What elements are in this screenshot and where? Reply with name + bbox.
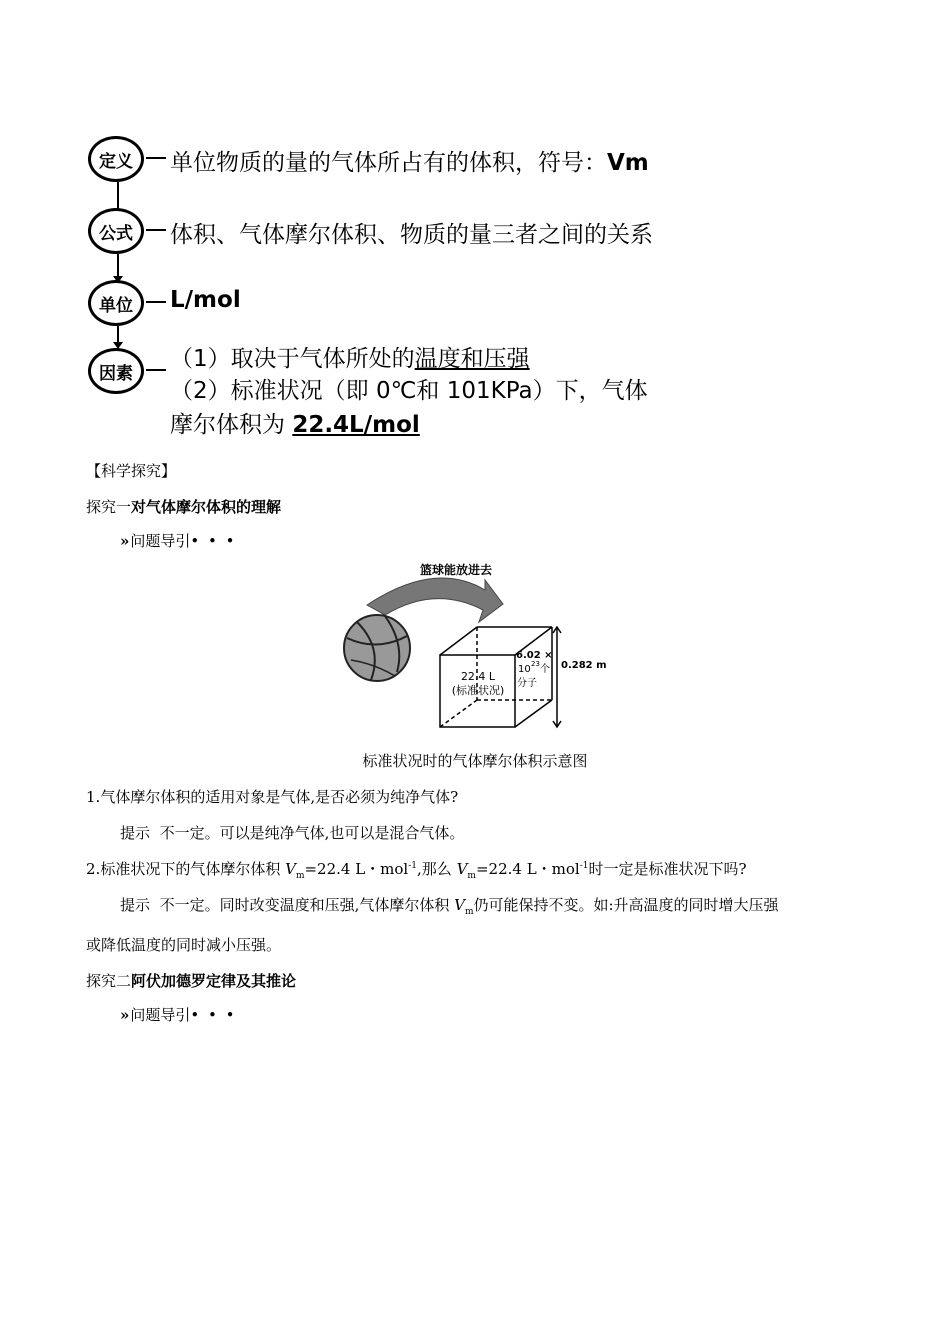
node-factors: 因素 xyxy=(88,348,144,394)
answer-1: 提示 不一定。可以是纯净气体,也可以是混合气体。 xyxy=(120,824,465,842)
symbol-vm: Vm xyxy=(607,150,649,176)
figure-arrow-label: 篮球能放进去 xyxy=(420,563,493,577)
molecules-label-1: 6.02 × xyxy=(516,650,553,661)
definition-text: 单位物质的量的气体所占有的体积，符号：Vm xyxy=(170,150,649,176)
factor-line-2: （2）标准状况（即 0℃和 101KPa）下，气体 xyxy=(170,378,648,404)
factor-line-3: 摩尔体积为 22.4L/mol xyxy=(170,412,420,438)
node-definition: 定义 xyxy=(88,136,144,182)
answer-2-line-2: 或降低温度的同时减小压强。 xyxy=(86,936,282,954)
formula-text: 体积、气体摩尔体积、物质的量三者之间的关系 xyxy=(170,222,653,248)
molecules-label-3: 分子 xyxy=(517,678,537,689)
explore-one-heading: 探究一对气体摩尔体积的理解 xyxy=(86,498,282,516)
connector xyxy=(146,369,166,371)
section-heading: 【科学探究】 xyxy=(86,462,177,480)
double-chevron-icon: » xyxy=(120,532,127,550)
connector xyxy=(146,301,166,303)
molecules-label-2: 10 xyxy=(518,664,531,675)
curved-arrow-icon xyxy=(367,578,503,622)
cube-icon xyxy=(440,627,561,727)
figure-caption: 标准状况时的气体摩尔体积示意图 xyxy=(362,752,588,770)
edge-length-label: 0.282 m xyxy=(561,660,607,671)
basketball-icon xyxy=(344,615,410,681)
unit-text: L/mol xyxy=(170,287,241,313)
question-2: 2.标准状况下的气体摩尔体积 $V_m=22.4$ L・mol$^{-1}$,那么 $V_m=22.4$ L・mol$^{-1}$时一定是标准状况下吗? xyxy=(86,860,747,881)
molecules-unit: 个 xyxy=(540,664,550,675)
molecules-exponent: 23 xyxy=(531,660,540,668)
answer-2-line-1: 提示 不一定。同时改变温度和压强,气体摩尔体积 $V_m$仍可能保持不变。如:升高温度的同时增大压强 xyxy=(120,896,779,917)
question-1: 1.气体摩尔体积的适用对象是气体,是否必须为纯净气体? xyxy=(86,788,459,806)
connector xyxy=(146,157,166,159)
guide-label-2: » 问题导引• • • xyxy=(120,1006,237,1024)
connector xyxy=(146,229,166,231)
box-condition-label: (标准状况) xyxy=(451,684,505,697)
box-volume-label: 22.4 L xyxy=(460,670,496,683)
figure-svg xyxy=(335,560,615,735)
guide-label-1: » 问题导引• • • xyxy=(120,532,237,550)
concept-map xyxy=(88,130,688,440)
explore-two-heading: 探究二阿伏加德罗定律及其推论 xyxy=(86,972,297,990)
node-formula: 公式 xyxy=(88,208,144,254)
node-unit: 单位 xyxy=(88,280,144,326)
molar-volume-figure xyxy=(335,560,615,735)
double-chevron-icon: » xyxy=(120,1006,127,1024)
factor-line-1: （1）取决于气体所处的温度和压强 xyxy=(170,346,530,372)
